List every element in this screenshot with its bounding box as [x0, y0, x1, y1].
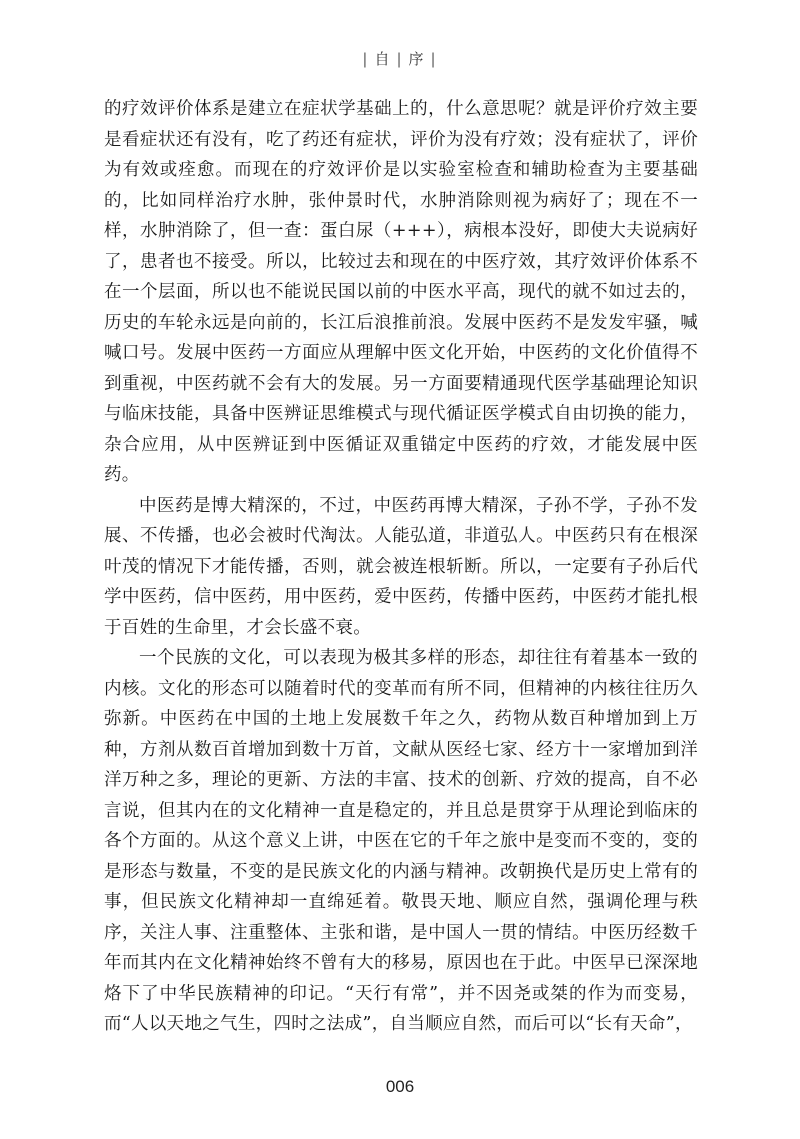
header-char-right: 序 [408, 50, 426, 68]
page-number: 006 [385, 1077, 415, 1096]
paragraph: 中医药是博大精深的，不过，中医药再博大精深，子孙不学，子孙不发展、不传播，也必会被时代淘汰。人能弘道，非道弘人。中医药只有在根深叶茂的情况下才能传播，否则，就会被连根斩断。所以，一定要有子孙后代学中医药，信中医药，用中医药，爱中医药，传播中医药，中医药才能扎根于百姓的生命里，才会长盛不衰。 [104, 495, 698, 638]
running-header [0, 48, 800, 69]
header-divider-right: | [430, 50, 438, 68]
paragraph-continued: 的疗效评价体系是建立在症状学基础上的，什么意思呢？就是评价疗效主要是看症状还有没有，吃了药还有症状，评价为没有疗效；没有症状了，评价为有效或痊愈。而现在的疗效评价是以实验室检查和辅助检查为主要基础的，比如同样治疗水肿，张仲景时代，水肿消除则视为病好了；现在不一样，水肿消除了，但一查：蛋白尿（+++），病根本没好，即使大夫说病好了，患者也不接受。所以，比较过去和现在的中医疗效，其疗效评价体系不在一个层面，所以也不能说民国以前的中医水平高，现代的就不如过去的，历史的车轮永远是向前的，长江后浪推前浪。发展中医药不是发发牢骚，喊喊口号。发展中医药一方面应从理解中医文化开始，中医药的文化价值得不到重视，中医药就不会有大的发展。另一方面要精通现代医学基础理论知识与临床技能，具备中医辨证思维模式与现代循证医学模式自由切换的能力，杂合应用，从中医辨证到中医循证双重锚定中医药的疗效，才能发展中医药。 [104, 99, 698, 485]
body-text [104, 94, 698, 1040]
paragraph: 一个民族的文化，可以表现为极其多样的形态，却往往有着基本一致的内核。文化的形态可以随着时代的变革而有所不同，但精神的内核往往历久弥新。中医药在中国的土地上发展数千年之久，药物从数百种增加到上万种，方剂从数百首增加到数十万首，文献从医经七家、经方十一家增加到洋洋万种之多，理论的更新、方法的丰富、技术的创新、疗效的提高，自不必言说，但其内在的文化精神一直是稳定的，并且总是贯穿于从理论到临床的各个方面的。从这个意义上讲，中医在它的千年之旅中是变而不变的，变的是形态与数量，不变的是民族文化的内涵与精神。改朝换代是历史上常有的事，但民族文化精神却一直绵延着。敬畏天地、顺应自然，强调伦理与秩序，关注人事、注重整体、主张和谐，是中国人一贯的情结。中医历经数千年而其内在文化精神始终不曾有大的移易，原因也在于此。中医早已深深地烙下了中华民族精神的印记。“天行有常”，并不因尧或桀的作为而变易，而“人以天地之气生，四时之法成”，自当顺应自然，而后可以“长有天命”， [104, 648, 698, 1034]
header-divider-left: | [362, 50, 370, 68]
header-char-left: 自 [374, 50, 392, 68]
header-divider-middle: | [396, 50, 404, 68]
